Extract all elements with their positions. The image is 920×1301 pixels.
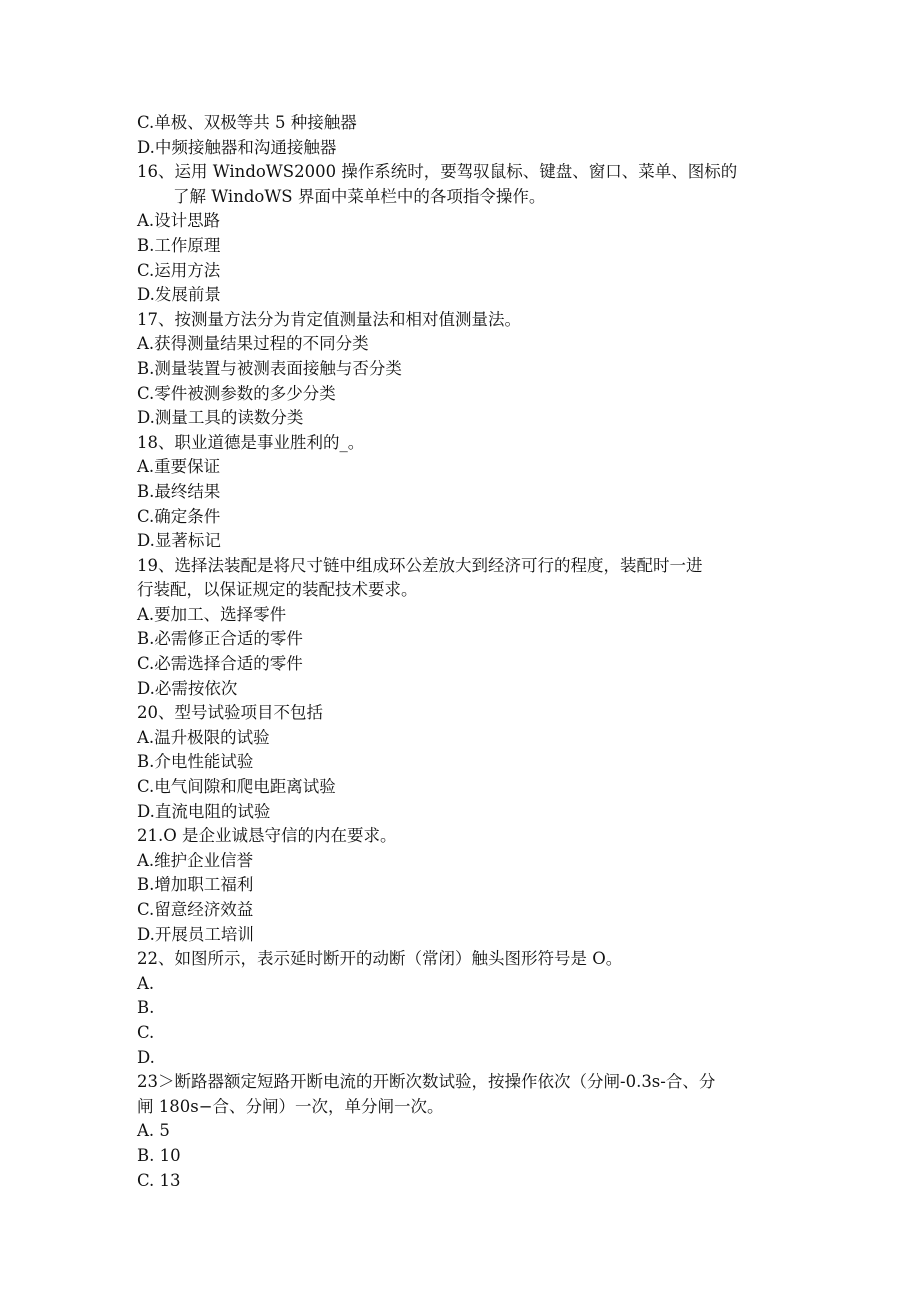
answer-option: A.设计思路: [137, 211, 221, 231]
question-continuation: 闸 180s−合、分闸）一次，单分闸一次。: [137, 1096, 444, 1116]
answer-option: D.: [137, 1047, 155, 1067]
answer-option: D.显著标记: [137, 531, 221, 551]
answer-option: C.电气间隙和爬电距离试验: [137, 777, 336, 797]
question-continuation: 行装配，以保证规定的装配技术要求。: [137, 580, 418, 600]
answer-option: D.开展员工培训: [137, 924, 254, 944]
question-text: 19、选择法装配是将尺寸链中组成环公差放大到经济可行的程度，装配时一进: [137, 555, 703, 575]
question-text: 20、型号试验项目不包括: [137, 703, 323, 723]
answer-option: A.要加工、选择零件: [137, 604, 287, 624]
answer-option: B.必需修正合适的零件: [137, 629, 303, 649]
answer-option: C.必需选择合适的零件: [137, 654, 303, 674]
answer-option: A.维护企业信誉: [137, 850, 254, 870]
answer-option: C. 13: [137, 1170, 181, 1190]
answer-option: D.必需按依次: [137, 678, 238, 698]
answer-option: C.留意经济效益: [137, 900, 254, 919]
question-text: 16、运用 WindoWS2000 操作系统时，要驾驭鼠标、键盘、窗口、菜单、图标的: [137, 162, 738, 182]
question-text: 21.O 是企业诚恳守信的内在要求。: [137, 826, 397, 846]
answer-option: A. 5: [137, 1121, 170, 1141]
answer-option: B.介电性能试验: [137, 752, 254, 772]
answer-option: B.工作原理: [137, 235, 221, 255]
question-text: 18、职业道德是事业胜利的_。: [137, 432, 365, 452]
answer-option: A.温升极限的试验: [137, 727, 270, 747]
answer-option: C.: [137, 1022, 155, 1042]
answer-option: D.中频接触器和沟通接触器: [137, 137, 337, 157]
answer-option: B.增加职工福利: [137, 875, 254, 895]
answer-option: C.运用方法: [137, 260, 221, 280]
question-continuation: 了解 WindoWS 界面中菜单栏中的各项指令操作。: [173, 186, 546, 206]
answer-option: D.直流电阻的试验: [137, 801, 271, 821]
answer-option: D.测量工具的读数分类: [137, 408, 304, 428]
answer-option: A.重要保证: [137, 457, 221, 477]
document-body: [137, 111, 797, 1193]
answer-option: C.零件被测参数的多少分类: [137, 383, 336, 403]
answer-option: B.: [137, 998, 155, 1018]
question-text: 17、按测量方法分为肯定值测量法和相对值测量法。: [137, 309, 521, 329]
answer-option: A.获得测量结果过程的不同分类: [137, 334, 369, 354]
answer-option: C.单极、双极等共 5 种接触器: [137, 113, 357, 132]
answer-option: B. 10: [137, 1145, 181, 1165]
answer-option: B.最终结果: [137, 481, 221, 501]
answer-option: B.测量装置与被测表面接触与否分类: [137, 358, 402, 378]
question-text: 23＞断路器额定短路开断电流的开断次数试验，按操作依次（分闸-0.3s-合、分: [137, 1072, 716, 1092]
answer-option: D.发展前景: [137, 285, 221, 305]
answer-option: C.确定条件: [137, 506, 221, 526]
question-text: 22、如图所示，表示延时断开的动断（常闭）触头图形符号是 O。: [137, 949, 623, 969]
answer-option: A.: [137, 973, 155, 993]
